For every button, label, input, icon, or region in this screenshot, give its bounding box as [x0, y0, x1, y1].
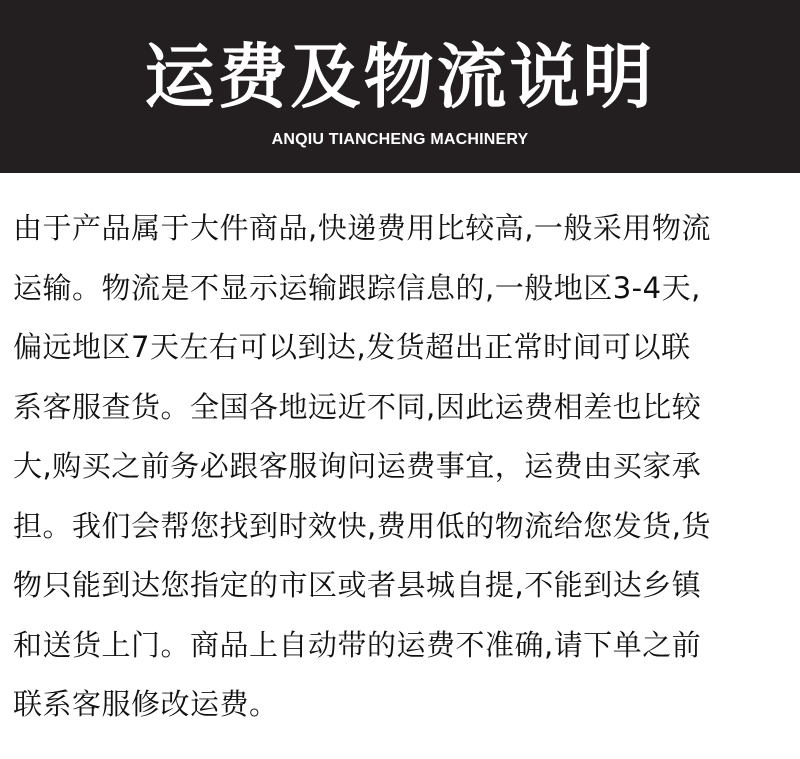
description-line: 联系客服修改运费。: [13, 687, 279, 721]
company-subtitle: ANQIU TIANCHENG MACHINERY: [271, 131, 529, 148]
description-line: 运输。物流是不显示运输跟踪信息的,一般地区3-4天,: [13, 270, 701, 305]
header-banner: [0, 0, 800, 173]
description-line: 系客服查货。全国各地远近不同,因此运费相差也比较: [13, 389, 702, 424]
description-line: 大,购买之前务必跟客服询问运费事宜，运费由买家承: [13, 449, 702, 483]
description-line: 物只能到达您指定的市区或者县城自提,不能到达乡镇: [13, 568, 702, 602]
description-line: 和送货上门。商品上自动带的运费不准确,请下单之前: [13, 627, 702, 662]
description-line: 偏远地区7天左右可以到达,发货超出正常时间可以联: [13, 330, 691, 364]
description-line: 担。我们会帮您找到时效快,费用低的物流给您发货,货: [13, 508, 711, 543]
shipping-description: [13, 199, 793, 735]
description-line: 由于产品属于大件商品,快递费用比较高,一般采用物流: [13, 211, 711, 245]
page-title: 运费及物流说明: [144, 36, 656, 118]
